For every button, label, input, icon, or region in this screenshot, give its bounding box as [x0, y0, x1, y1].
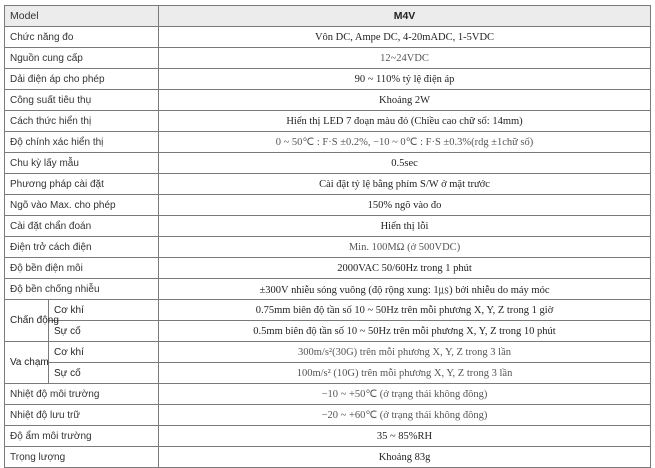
- spec-label: Nhiệt độ môi trường: [5, 384, 159, 405]
- table-row: [5, 216, 651, 237]
- table-row: [5, 258, 651, 279]
- shock-group-label: Va chạm: [5, 342, 49, 384]
- spec-value: −20 ~ +60℃ (ở trạng thái không đông): [159, 405, 651, 426]
- spec-label: Cài đặt chẩn đoán: [5, 216, 159, 237]
- spec-label: Chức năng đo: [5, 27, 159, 48]
- model-value: M4V: [159, 6, 651, 27]
- spec-value: 90 ~ 110% tỷ lệ điện áp: [159, 69, 651, 90]
- shock-mechanical-value: 300m/s²(30G) trên mỗi phương X, Y, Z trong 3 lần: [159, 342, 651, 363]
- spec-label: Công suất tiêu thụ: [5, 90, 159, 111]
- vibration-fault-value: 0.5mm biên độ tần số 10 ~ 50Hz trên mỗi phương X, Y, Z trong 10 phút: [159, 321, 651, 342]
- spec-label: Độ chính xác hiển thị: [5, 132, 159, 153]
- spec-label: Độ bền chống nhiễu: [5, 279, 159, 300]
- table-row: [5, 405, 651, 426]
- table-row: [5, 447, 651, 468]
- shock-fault-label: Sự cố: [49, 363, 159, 384]
- spec-value: Cài đặt tỷ lệ bằng phím S/W ở mặt trước: [159, 174, 651, 195]
- spec-label: Chu kỳ lấy mẫu: [5, 153, 159, 174]
- table-row: [5, 384, 651, 405]
- spec-label: Độ bền điện môi: [5, 258, 159, 279]
- table-row: [5, 426, 651, 447]
- vibration-row-mechanical: [5, 300, 651, 321]
- table-row: [5, 48, 651, 69]
- spec-label: Trọng lượng: [5, 447, 159, 468]
- spec-label: Nguồn cung cấp: [5, 48, 159, 69]
- spec-value: Khoảng 83g: [159, 447, 651, 468]
- spec-label: Nhiệt độ lưu trữ: [5, 405, 159, 426]
- spec-label: Dải điện áp cho phép: [5, 69, 159, 90]
- shock-fault-value: 100m/s² (10G) trên mỗi phương X, Y, Z trong 3 lần: [159, 363, 651, 384]
- spec-value: Khoảng 2W: [159, 90, 651, 111]
- table-row: [5, 174, 651, 195]
- spec-label: Điện trở cách điện: [5, 237, 159, 258]
- table-row: [5, 279, 651, 300]
- shock-row-mechanical: [5, 342, 651, 363]
- spec-value: 0 ~ 50℃ : F·S ±0.2%, −10 ~ 0℃ : F·S ±0.3%(rdg ±1chữ số): [159, 132, 651, 153]
- spec-value: ±300V nhiễu sóng vuông (độ rộng xung: 1㎲) bởi nhiễu do máy móc: [159, 279, 651, 300]
- spec-value: 12~24VDC: [159, 48, 651, 69]
- table-row: [5, 195, 651, 216]
- spec-value: Min. 100MΩ (ở 500VDC): [159, 237, 651, 258]
- spec-value: 35 ~ 85%RH: [159, 426, 651, 447]
- spec-value: 150% ngõ vào đo: [159, 195, 651, 216]
- spec-value: −10 ~ +50℃ (ở trạng thái không đông): [159, 384, 651, 405]
- spec-label: Ngõ vào Max. cho phép: [5, 195, 159, 216]
- spec-value: Hiển thị lỗi: [159, 216, 651, 237]
- table-row: [5, 132, 651, 153]
- table-row: [5, 153, 651, 174]
- table-row: [5, 69, 651, 90]
- vibration-group-label: Chấn động: [5, 300, 49, 342]
- spec-label: Cách thức hiển thị: [5, 111, 159, 132]
- model-label: Model: [5, 6, 159, 27]
- header-row: [5, 6, 651, 27]
- spec-value: Vôn DC, Ampe DC, 4-20mADC, 1-5VDC: [159, 27, 651, 48]
- spec-table: [4, 5, 651, 468]
- vibration-fault-label: Sự cố: [49, 321, 159, 342]
- vibration-mechanical-label: Cơ khí: [49, 300, 159, 321]
- spec-label: Độ ẩm môi trường: [5, 426, 159, 447]
- spec-value: 2000VAC 50/60Hz trong 1 phút: [159, 258, 651, 279]
- spec-label: Phương pháp cài đặt: [5, 174, 159, 195]
- table-row: [5, 27, 651, 48]
- spec-value: Hiển thị LED 7 đoạn màu đỏ (Chiều cao chữ số: 14mm): [159, 111, 651, 132]
- shock-row-fault: [5, 363, 651, 384]
- table-row: [5, 237, 651, 258]
- table-row: [5, 111, 651, 132]
- shock-mechanical-label: Cơ khí: [49, 342, 159, 363]
- spec-value: 0.5sec: [159, 153, 651, 174]
- vibration-row-fault: [5, 321, 651, 342]
- vibration-mechanical-value: 0.75mm biên độ tần số 10 ~ 50Hz trên mỗi phương X, Y, Z trong 1 giờ: [159, 300, 651, 321]
- table-row: [5, 90, 651, 111]
